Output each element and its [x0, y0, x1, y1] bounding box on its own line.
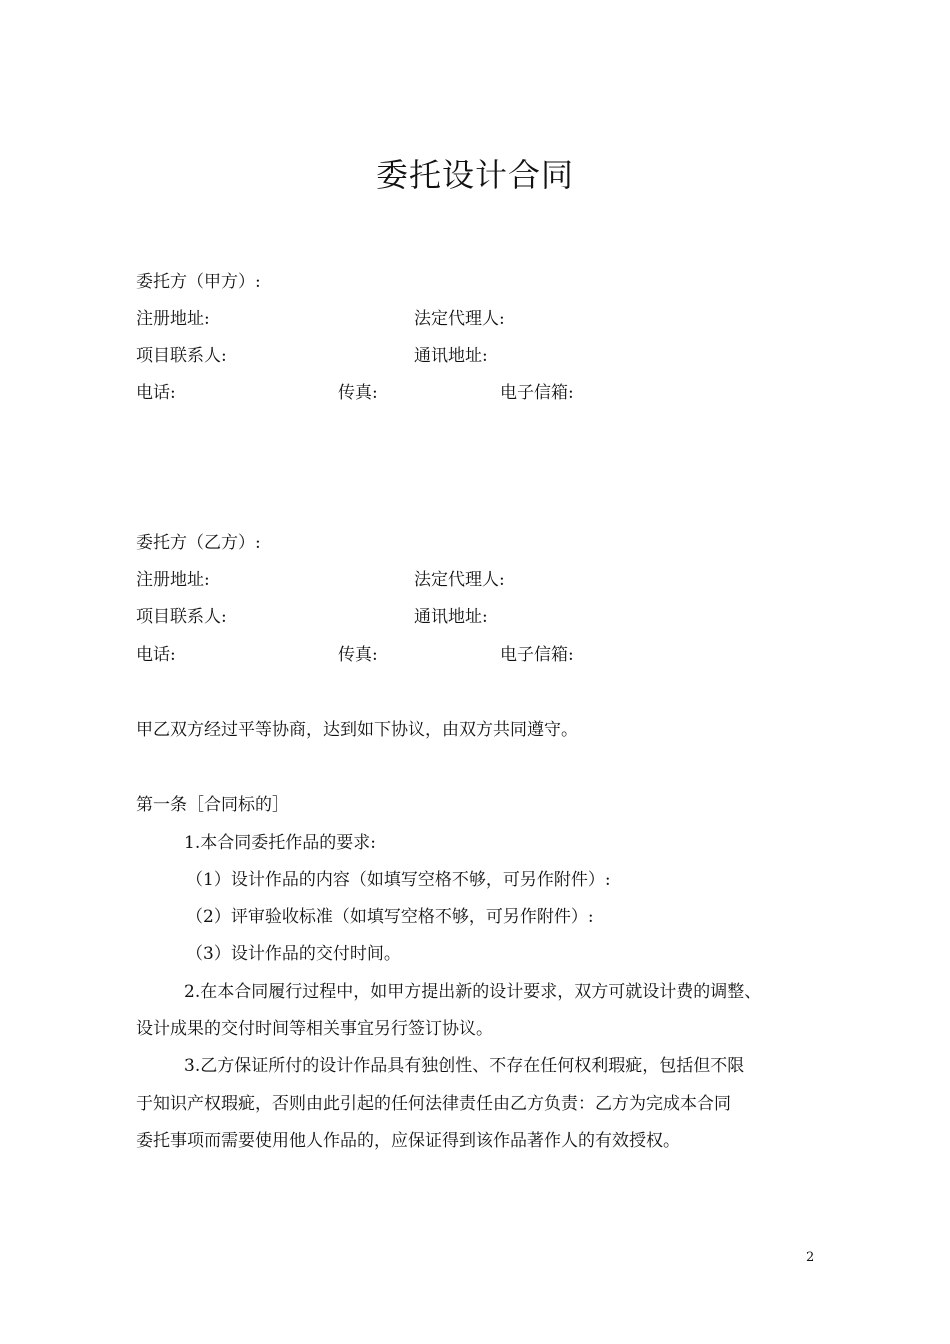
agreement-statement: 甲乙双方经过平等协商，达到如下协议，由双方共同遵守。 [136, 720, 578, 740]
article-1-sub-1: （1）设计作品的内容（如填写空格不够，可另作附件）: [186, 870, 611, 890]
article-1-sub-2: （2）评审验收标准（如填写空格不够，可另作附件）: [186, 907, 594, 927]
party-b-heading: 委托方（乙方）: [136, 533, 261, 553]
party-b-address: 注册地址: [136, 570, 210, 590]
article-1-item-3-line-3: 委托事项而需要使用他人作品的，应保证得到该作品著作人的有效授权。 [136, 1131, 680, 1151]
party-b-fax: 传真: [338, 645, 378, 665]
article-1-item-1: 1.本合同委托作品的要求: [184, 833, 376, 853]
party-b-email: 电子信箱: [500, 645, 574, 665]
page-title: 委托设计合同 [375, 156, 574, 194]
party-b-legal-rep: 法定代理人: [414, 570, 505, 590]
party-a-fax: 传真: [338, 383, 378, 403]
article-1-sub-3: （3）设计作品的交付时间。 [186, 944, 401, 964]
article-1-item-3-line-1: 3.乙方保证所付的设计作品具有独创性、不存在任何权利瑕疵，包括但不限 [184, 1056, 745, 1076]
party-b-phone: 电话: [136, 645, 176, 665]
article-1-heading: 第一条［合同标的］ [136, 795, 289, 815]
article-1-item-2-line-1: 2.在本合同履行过程中，如甲方提出新的设计要求，双方可就设计费的调整、 [184, 982, 762, 1002]
party-b-mail-address: 通讯地址: [414, 607, 488, 627]
party-a-contact: 项目联系人: [136, 346, 227, 366]
party-b-contact: 项目联系人: [136, 607, 227, 627]
article-1-item-3-line-2: 于知识产权瑕疵，否则由此引起的任何法律责任由乙方负责：乙方为完成本合同 [136, 1094, 731, 1114]
party-a-phone: 电话: [136, 383, 176, 403]
party-a-mail-address: 通讯地址: [414, 346, 488, 366]
party-a-heading: 委托方（甲方）: [136, 272, 261, 292]
page-number: 2 [806, 1250, 815, 1265]
party-a-email: 电子信箱: [500, 383, 574, 403]
article-1-item-2-line-2: 设计成果的交付时间等相关事宜另行签订协议。 [136, 1019, 493, 1039]
party-a-address: 注册地址: [136, 309, 210, 329]
party-a-legal-rep: 法定代理人: [414, 309, 505, 329]
